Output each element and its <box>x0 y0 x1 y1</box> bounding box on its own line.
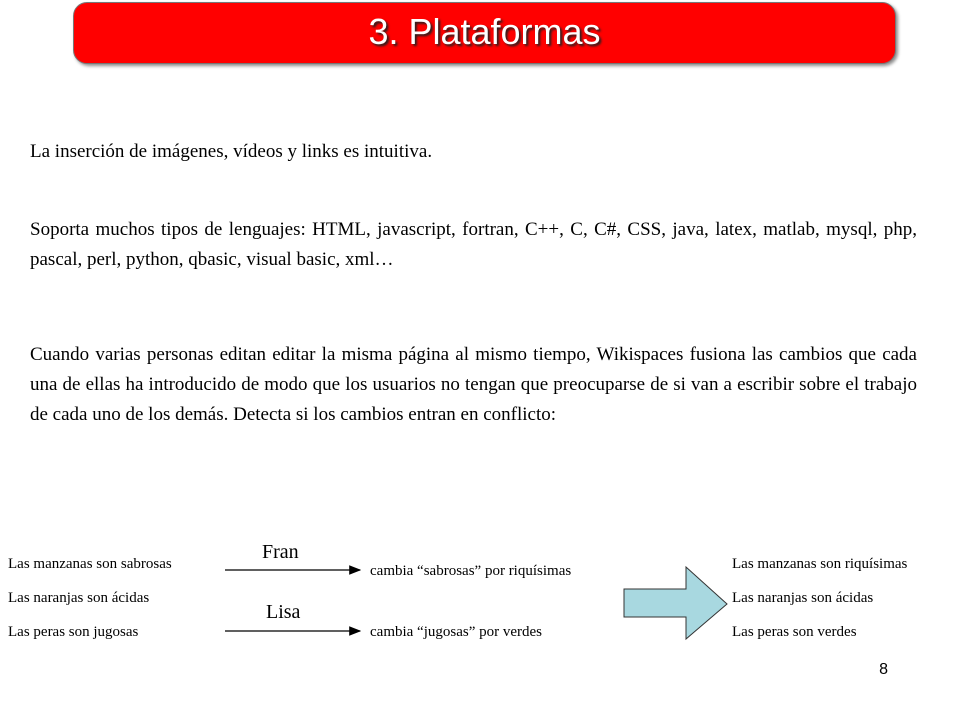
change-1: cambia “sabrosas” por riquísimas <box>370 563 572 579</box>
change-2: cambia “jugosas” por verdes <box>370 624 543 640</box>
original-line-2: Las naranjas son ácidas <box>8 590 150 606</box>
original-line-3: Las peras son jugosas <box>8 624 139 640</box>
editor-fran: Fran <box>262 541 299 563</box>
result-line-2: Las naranjas son ácidas <box>732 590 874 606</box>
result-line-1: Las manzanas son riquísimas <box>732 556 908 572</box>
slide-number: 8 <box>879 661 888 678</box>
original-line-1: Las manzanas son sabrosas <box>8 556 172 572</box>
paragraph-languages: Soporta muchos tipos de lenguajes: HTML, javascript, fortran, C++, C, C#, CSS, java, latex, matlab, mysql, php, pascal, perl, python, qbasic, visual basic, xml… <box>30 219 917 270</box>
paragraph-merge: Cuando varias personas editan editar la misma página al mismo tiempo, Wikispaces fusiona las cambios que cada una de ellas ha introducido de modo que los usuarios no tengan que preocuparse de si van a escribir sobre el trabajo de cada uno de los demás. Detecta si los cambios entran en conflicto: <box>30 344 917 425</box>
title-banner <box>73 2 896 64</box>
paragraph-insertion: La inserción de imágenes, vídeos y links es intuitiva. <box>30 141 433 162</box>
slide-title: 3. Plataformas <box>368 11 601 52</box>
merge-arrow <box>624 567 727 639</box>
editor-lisa: Lisa <box>266 601 301 623</box>
result-line-3: Las peras son verdes <box>732 624 857 640</box>
